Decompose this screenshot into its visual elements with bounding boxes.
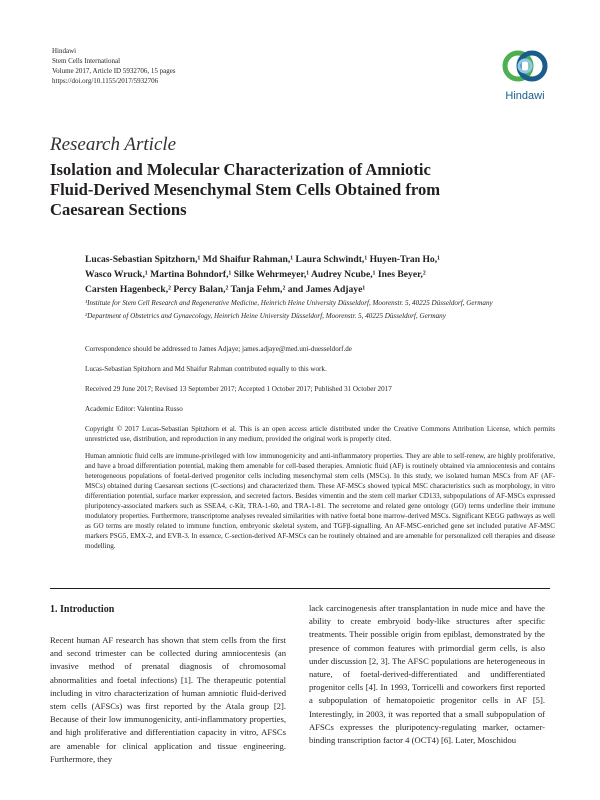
hindawi-logo-icon: [497, 44, 553, 88]
publisher-name: Hindawi: [52, 47, 77, 55]
author-list: [85, 252, 555, 297]
body-column-right: [309, 602, 545, 747]
hindawi-logo: [497, 44, 553, 110]
paragraph: Recent human AF research has shown that stem cells from the first and second trimester can be collected during amniocentesis (an invasive method of prenatal diagnosis of chromosomal abnormalities and foetal infections) [1]. The therapeutic potential including in vitro characterization of human amniotic fluid-derived stem cells (AFSCs) was first reported by the Atala group [2]. Because of their low immunogenicity, anti-inflammatory properties, and high proliferative and differentiation capacity in vitro, AFSCs are amenable for clinical application and tissue engineering. Furthermore, they: [50, 635, 286, 764]
copyright-notice: Copyright © 2017 Lucas-Sebastian Spitzhorn et al. This is an open access article distributed under the Creative Commons Attribution License, which permits unrestricted use, distribution, and reproduction in any medium, provided the original work is properly cited.: [85, 425, 555, 443]
title-line: Isolation and Molecular Characterization of Amniotic: [50, 160, 431, 179]
author-line: Wasco Wruck,¹ Martina Bohndorf,¹ Silke Wehrmeyer,¹ Audrey Ncube,¹ Ines Beyer,²: [85, 269, 426, 280]
doi-link[interactable]: https://doi.org/10.1155/2017/5932706: [52, 77, 159, 85]
author-line: Lucas-Sebastian Spitzhorn,¹ Md Shaifur Rahman,¹ Laura Schwindt,¹ Huyen-Tran Ho,¹: [85, 254, 440, 265]
journal-name: Stem Cells International: [52, 57, 121, 65]
title-line: Caesarean Sections: [50, 200, 187, 219]
article-type: Research Article: [50, 134, 177, 155]
paragraph: lack carcinogenesis after transplantation in nude mice and have the ability to create embryoid body-like structures after specific treatments. Their possible origin from epiblast, demonstrated by the presence of common features with primordial germ cells, is also under discussion [2, 3]. The AFSC populations are heterogeneous in nature, of foetal-derived-differentiated and undifferentiated progenitor cells [4]. In 1993, Torricelli and coworkers first reported a subpopulation of hematopoietic progenitor cells in AF [5]. Interestingly, in 2003, it was reported that a small subpopulation of AFSCs expresses the pluripotency-regulating marker, octamer-binding transcription factor 4 (OCT4) [6]. Later, Moschidou: [309, 603, 545, 746]
body-column-left: [50, 634, 286, 766]
section-heading: 1. Introduction: [50, 604, 115, 615]
volume-line: Volume 2017, Article ID 5932706, 15 pages: [52, 67, 176, 75]
academic-editor: Academic Editor: Valentina Russo: [85, 405, 183, 413]
affiliation: ¹Institute for Stem Cell Research and Regenerative Medicine, Heinrich Heine University Düsseldorf, Moorenstr. 5, 40225 Düsseldorf, Germany: [85, 299, 493, 307]
paper-title: [50, 160, 570, 220]
affiliations: [85, 298, 555, 324]
author-line: Carsten Hagenbeck,² Percy Balan,² Tanja Fehm,² and James Adjaye¹: [85, 284, 366, 295]
journal-info: [52, 46, 176, 86]
correspondence: Correspondence should be addressed to James Adjaye; james.adjaye@med.uni-duesseldorf.de: [85, 345, 352, 353]
section-divider: [50, 588, 550, 589]
affiliation: ²Department of Obstetrics and Gynaecology, Heinrich Heine University Düsseldorf, Moorenstr. 5, 40225 Düsseldorf, Germany: [85, 312, 446, 320]
equal-contribution-note: Lucas-Sebastian Spitzhorn and Md Shaifur Rahman contributed equally to this work.: [85, 365, 327, 373]
title-line: Fluid-Derived Mesenchymal Stem Cells Obtained from: [50, 180, 441, 199]
logo-wordmark: Hindawi: [505, 90, 545, 102]
publication-dates: Received 29 June 2017; Revised 13 September 2017; Accepted 1 October 2017; Published 31 October 2017: [85, 385, 392, 393]
abstract: Human amniotic fluid cells are immune-privileged with low immunogenicity and anti-inflammatory properties. They are able to self-renew, are highly proliferative, and have a broad differentiation potential, making them amenable for cell-based therapies. Amniotic fluid (AF) is routinely obtained via amniocentesis and contains heterogeneous populations of foetal-derived progenitor cells including mesenchymal stem cells (MSCs). In this study, we isolated human MSCs from AF (AF-MSCs) obtained during Caesarean sections (C-sections) and characterized them. These AF-MSCs showed typical MSC characteristics such as morphology, in vitro differentiation potential, surface marker expression, and secreted factors. Besides vimentin and the stem cell marker CD133, subpopulations of AF-MSCs expressed pluripotency-associated markers such as SSEA4, c-Kit, TRA-1-60, and TRA-1-81. The secretome and related gene ontology (GO) terms underline their immune modulatory properties. Furthermore, transcriptome analyses revealed similarities with native foetal bone marrow-derived MSCs. Significant KEGG pathways as well as GO terms are mostly related to immune function, embryonic skeletal system, and TGFβ-signalling. An AF-MSC-enriched gene set included putative AF-MSC markers PSG5, EMX-2, and EVR-3. In essence, C-section-derived AF-MSCs can be routinely obtained and are amenable for personalized cell therapies and disease modelling.: [85, 452, 555, 550]
